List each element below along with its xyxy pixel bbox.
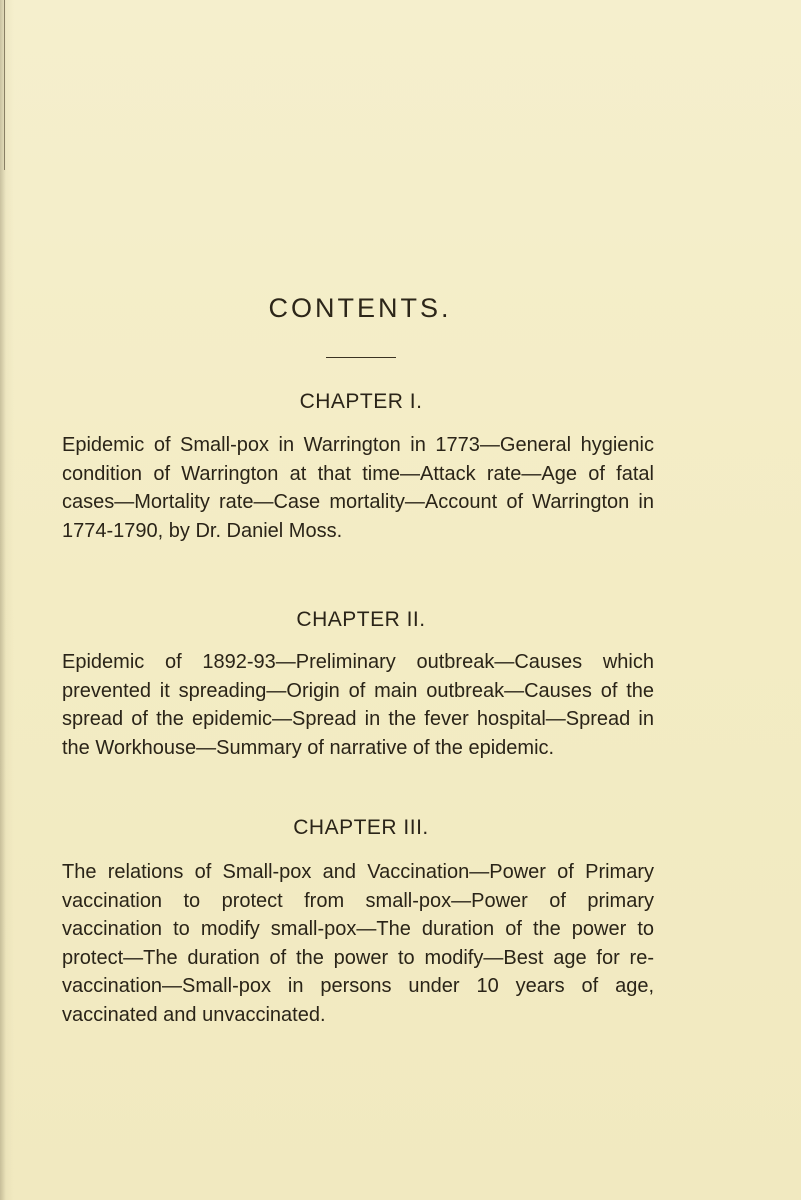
chapter-1-heading: CHAPTER I. <box>299 390 423 413</box>
contents-title: CONTENTS. <box>268 293 452 323</box>
chapter-1-summary: Epidemic of Small-pox in Warrington in 1773—General hygienic condition of Warrington at that time—Attack rate—Age of fatal cases—Mortality rate—Case mortality—Account of Warrington in 1774-1790, by Dr. Daniel Moss. <box>62 434 654 542</box>
chapter-3-summary: The relations of Small-pox and Vaccination—Power of Primary vaccination to protect from small-pox—Power of primary vaccination to modify small-pox—The duration of the power to protect—The duration of the power to modify—Best age for re-vaccination—Small-pox in persons under 10 years of age, vaccinated and unvaccinated. <box>62 861 654 1026</box>
chapter-2-summary: Epidemic of 1892-93—Preliminary outbreak—Causes which prevented it spreading—Origin of main outbreak—Causes of the spread of the epidemic—Spread in the fever hospital—Spread in the Workhouse—Summary of narrative of the epidemic. <box>62 651 654 759</box>
chapter-2-heading: CHAPTER II. <box>296 608 426 631</box>
title-rule-divider <box>326 357 396 358</box>
page-spine-edge <box>4 0 5 170</box>
chapter-3-heading: CHAPTER III. <box>293 816 429 839</box>
